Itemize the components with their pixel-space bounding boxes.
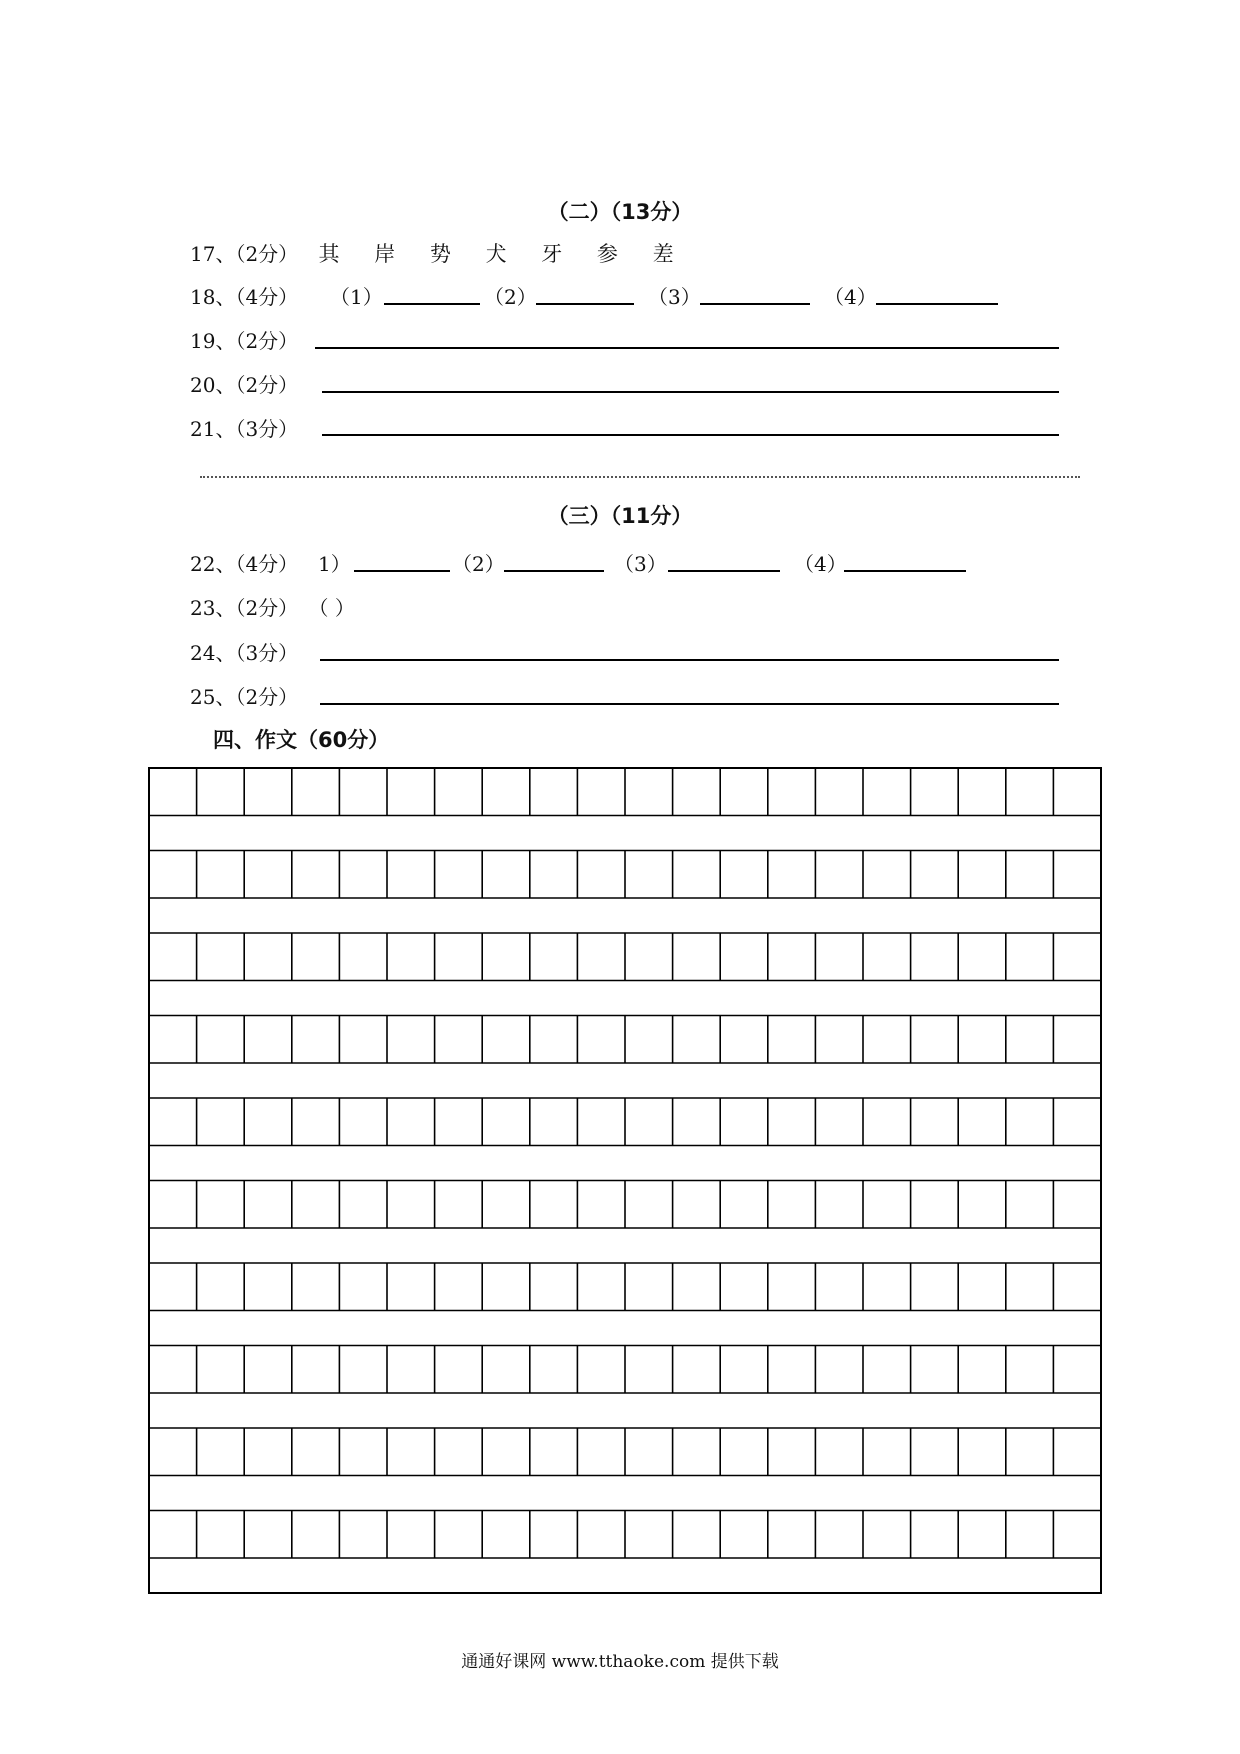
essay-grid-row[interactable] xyxy=(149,1181,1101,1229)
question-19-answer-line[interactable] xyxy=(315,347,1059,349)
question-22-blank-4[interactable] xyxy=(844,570,966,572)
essay-grid-row[interactable] xyxy=(149,933,1101,981)
essay-writing-grid[interactable] xyxy=(147,766,1103,1595)
question-18-blank-3-label: （3） xyxy=(648,285,701,309)
question-20-label: 20、（2分） xyxy=(190,373,299,397)
question-18-blank-1-label: （1） xyxy=(330,285,383,309)
question-18-blank-2-label: （2） xyxy=(484,285,537,309)
question-22-label: 22、（4分） xyxy=(190,552,299,576)
essay-grid-row[interactable] xyxy=(149,1098,1101,1146)
section-2-title: （二）（13分） xyxy=(547,200,693,224)
question-24-label: 24、（3分） xyxy=(190,641,299,665)
question-22-blank-2-label: （2） xyxy=(452,552,505,576)
question-22-blank-2[interactable] xyxy=(504,570,604,572)
essay-title: 四、作文（60分） xyxy=(213,728,390,752)
question-18-blank-4-label: （4） xyxy=(824,285,877,309)
section-3-title: （三）（11分） xyxy=(547,504,693,528)
essay-grid-row[interactable] xyxy=(149,1346,1101,1394)
question-18-blank-1[interactable] xyxy=(384,303,480,305)
essay-grid-row[interactable] xyxy=(149,851,1101,899)
question-17 xyxy=(190,238,688,268)
question-24-answer-line[interactable] xyxy=(320,659,1059,661)
essay-grid-row[interactable] xyxy=(149,1511,1101,1559)
question-21-label: 21、（3分） xyxy=(190,417,299,441)
question-23-label: 23、（2分） xyxy=(190,596,299,620)
question-19-label: 19、（2分） xyxy=(190,329,299,353)
question-22-blank-4-label: （4） xyxy=(794,552,847,576)
question-17-label: 17、（2分） xyxy=(190,242,299,266)
question-18-blank-3[interactable] xyxy=(700,303,810,305)
question-18-label: 18、（4分） xyxy=(190,285,299,309)
footer-credit: 通通好课网 www.tthaoke.com 提供下载 xyxy=(461,1652,779,1672)
essay-grid-row[interactable] xyxy=(149,768,1101,816)
section-separator xyxy=(200,476,1080,478)
question-25-label: 25、（2分） xyxy=(190,685,299,709)
question-21-answer-line[interactable] xyxy=(322,434,1059,436)
essay-grid-row[interactable] xyxy=(149,1016,1101,1064)
question-22-blank-1[interactable] xyxy=(354,570,450,572)
question-23-answer-parens[interactable]: （ ） xyxy=(308,596,355,620)
question-22-blank-3-label: （3） xyxy=(614,552,667,576)
essay-grid-row[interactable] xyxy=(149,1428,1101,1476)
question-23 xyxy=(190,592,355,621)
question-22-blank-3[interactable] xyxy=(668,570,780,572)
question-18-blank-4[interactable] xyxy=(876,303,998,305)
question-22-blank-1-label: 1） xyxy=(318,552,351,576)
essay-grid-row[interactable] xyxy=(149,1263,1101,1311)
question-25-answer-line[interactable] xyxy=(320,703,1059,705)
question-20-answer-line[interactable] xyxy=(322,391,1059,393)
question-17-answer: 其 岸 势 犬 牙 参 差 xyxy=(318,242,688,266)
question-18-blank-2[interactable] xyxy=(536,303,634,305)
